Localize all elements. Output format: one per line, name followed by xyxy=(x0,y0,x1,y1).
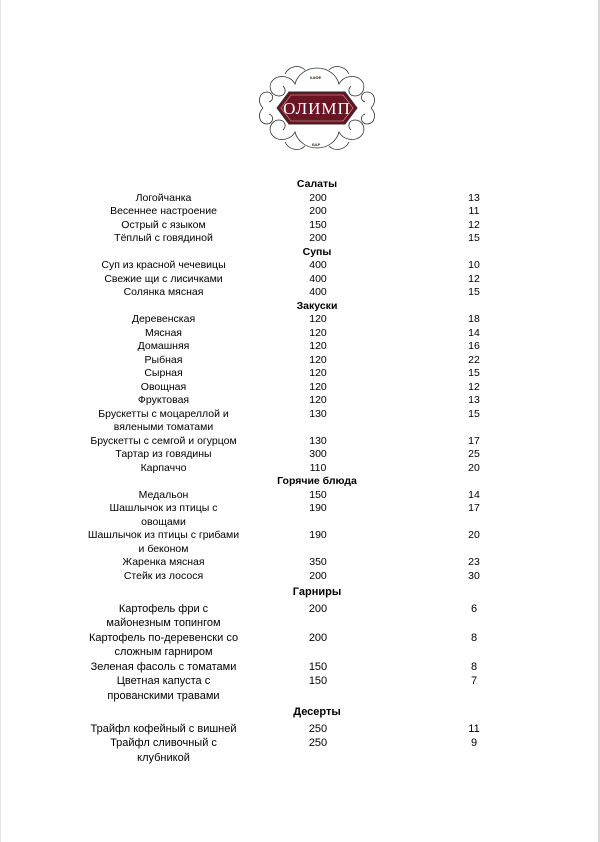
item-price: 11 xyxy=(468,205,480,217)
item-price: 18 xyxy=(468,313,480,325)
menu-item xyxy=(0,340,600,354)
menu-item xyxy=(0,462,600,476)
menu-item xyxy=(0,313,600,327)
menu-item xyxy=(0,529,600,556)
item-name: Трайфл сливочный с клубникой xyxy=(110,737,217,764)
item-name: Рыбная xyxy=(144,353,183,366)
item-weight: 110 xyxy=(309,461,327,474)
item-weight: 300 xyxy=(309,448,327,460)
item-price: 25 xyxy=(468,448,480,460)
item-weight: 120 xyxy=(309,394,327,406)
item-price: 20 xyxy=(468,461,480,474)
item-weight: 200 xyxy=(309,569,327,582)
section-title: Салаты xyxy=(296,178,338,190)
item-price: 12 xyxy=(468,272,480,285)
item-weight: 130 xyxy=(309,434,327,447)
section-title: Гарниры xyxy=(292,586,342,598)
menu-item xyxy=(0,192,600,206)
menu-section xyxy=(0,705,600,765)
item-name: Весеннее настроение xyxy=(110,205,217,217)
item-name: Брускетты с семгой и огурцом xyxy=(90,434,237,447)
item-weight: 200 xyxy=(309,191,327,204)
item-price: 17 xyxy=(468,502,480,514)
item-name: Логойчанка xyxy=(135,191,192,204)
item-weight: 200 xyxy=(309,205,327,217)
item-weight: 150 xyxy=(308,660,328,673)
item-name: Свежие щи с лисичками xyxy=(104,272,223,285)
item-weight: 120 xyxy=(309,380,327,393)
menu-item xyxy=(0,435,600,449)
item-weight: 150 xyxy=(308,675,328,687)
item-name: Медальон xyxy=(138,488,189,501)
item-name: Зеленая фасоль с томатами xyxy=(90,660,237,673)
item-price: 14 xyxy=(468,488,480,501)
item-weight: 250 xyxy=(308,722,328,735)
item-weight: 400 xyxy=(309,272,327,285)
item-price: 7 xyxy=(470,675,478,687)
item-price: 13 xyxy=(468,191,480,204)
item-price: 8 xyxy=(470,631,478,644)
menu-item xyxy=(0,570,600,584)
item-weight: 200 xyxy=(308,631,328,644)
item-price: 14 xyxy=(468,326,480,339)
menu-item xyxy=(0,367,600,381)
item-price: 20 xyxy=(468,529,480,541)
menu-item xyxy=(0,502,600,529)
item-name: Солянка мясная xyxy=(123,286,204,298)
menu-item xyxy=(0,736,600,765)
section-title: Горячие блюда xyxy=(277,475,357,487)
menu-item xyxy=(0,327,600,341)
menu-item xyxy=(0,394,600,408)
item-price: 9 xyxy=(470,737,478,749)
item-weight: 200 xyxy=(308,602,328,615)
menu-item xyxy=(0,232,600,246)
section-title: Десерты xyxy=(293,706,341,718)
section-title: Закуски xyxy=(296,299,338,312)
item-price: 12 xyxy=(468,218,480,231)
item-name: Овощная xyxy=(140,380,187,393)
item-name: Тёплый с говядиной xyxy=(114,232,213,244)
item-price: 13 xyxy=(468,394,480,406)
menu-section xyxy=(0,178,600,246)
item-price: 22 xyxy=(468,353,480,366)
item-price: 30 xyxy=(468,569,480,582)
menu-section xyxy=(0,300,600,476)
item-name: Деревенская xyxy=(131,313,196,325)
item-name: Фруктовая xyxy=(137,394,190,406)
item-weight: 200 xyxy=(309,232,327,244)
item-price: 17 xyxy=(468,434,480,447)
menu-item xyxy=(0,631,600,660)
item-weight: 150 xyxy=(309,488,327,501)
item-weight: 350 xyxy=(309,556,327,568)
menu-item xyxy=(0,219,600,233)
item-name: Цветная капуста с прованскими травами xyxy=(107,675,220,702)
item-weight: 190 xyxy=(309,502,327,514)
item-name: Брускетты с моцареллой и вялеными томатами xyxy=(98,407,229,433)
logo-bottom-word: БАР xyxy=(312,142,321,147)
item-weight: 150 xyxy=(309,218,327,231)
item-weight: 120 xyxy=(309,367,327,379)
item-name: Тартар из говядины xyxy=(115,448,212,460)
item-weight: 120 xyxy=(309,353,327,366)
item-name: Картофель по-деревенски со сложным гарниром xyxy=(88,631,239,658)
cafe-logo xyxy=(255,62,379,154)
item-price: 16 xyxy=(468,340,480,352)
menu-item xyxy=(0,381,600,395)
item-price: 23 xyxy=(468,556,480,568)
item-weight: 120 xyxy=(309,340,327,352)
menu-item xyxy=(0,489,600,503)
menu-section xyxy=(0,585,600,703)
menu-item xyxy=(0,602,600,631)
item-name: Карпаччо xyxy=(140,461,187,474)
item-weight: 130 xyxy=(309,407,327,420)
item-name: Острый с языком xyxy=(121,218,206,231)
logo-top-word: КАФЕ xyxy=(310,75,322,80)
item-price: 10 xyxy=(468,259,480,271)
item-name: Сырная xyxy=(144,367,183,379)
item-weight: 120 xyxy=(309,326,327,339)
item-price: 11 xyxy=(468,722,480,735)
menu-item xyxy=(0,660,600,675)
section-title: Супы xyxy=(302,245,332,258)
item-price: 12 xyxy=(468,380,480,393)
item-name: Картофель фри с майонезным топингом xyxy=(106,602,221,629)
item-name: Трайфл кофейный с вишней xyxy=(90,722,237,735)
item-weight: 250 xyxy=(308,737,328,749)
menu-item xyxy=(0,408,600,435)
item-name: Мясная xyxy=(144,326,182,339)
item-name: Суп из красной чечевицы xyxy=(101,259,226,271)
item-price: 15 xyxy=(468,232,480,244)
logo-name: ОЛИМП xyxy=(283,99,351,118)
menu xyxy=(0,178,600,765)
menu-item xyxy=(0,286,600,300)
menu-item xyxy=(0,273,600,287)
item-name: Стейк из лосося xyxy=(123,569,204,582)
menu-section xyxy=(0,475,600,583)
item-name: Жаренка мясная xyxy=(122,556,205,568)
item-price: 8 xyxy=(470,660,478,673)
menu-item xyxy=(0,722,600,737)
item-price: 15 xyxy=(468,367,480,379)
item-price: 6 xyxy=(470,602,478,615)
menu-item xyxy=(0,674,600,703)
item-weight: 120 xyxy=(309,313,327,325)
item-price: 15 xyxy=(468,286,480,298)
menu-section xyxy=(0,246,600,300)
menu-item xyxy=(0,259,600,273)
menu-item xyxy=(0,448,600,462)
item-name: Шашлычок из птицы с овощами xyxy=(109,502,218,528)
menu-item xyxy=(0,556,600,570)
item-name: Домашняя xyxy=(137,340,190,352)
item-price: 15 xyxy=(468,407,480,420)
item-weight: 400 xyxy=(309,259,327,271)
item-weight: 400 xyxy=(309,286,327,298)
menu-item xyxy=(0,205,600,219)
item-name: Шашлычок из птицы с грибами и беконом xyxy=(87,529,240,555)
item-weight: 190 xyxy=(309,529,327,541)
menu-item xyxy=(0,354,600,368)
